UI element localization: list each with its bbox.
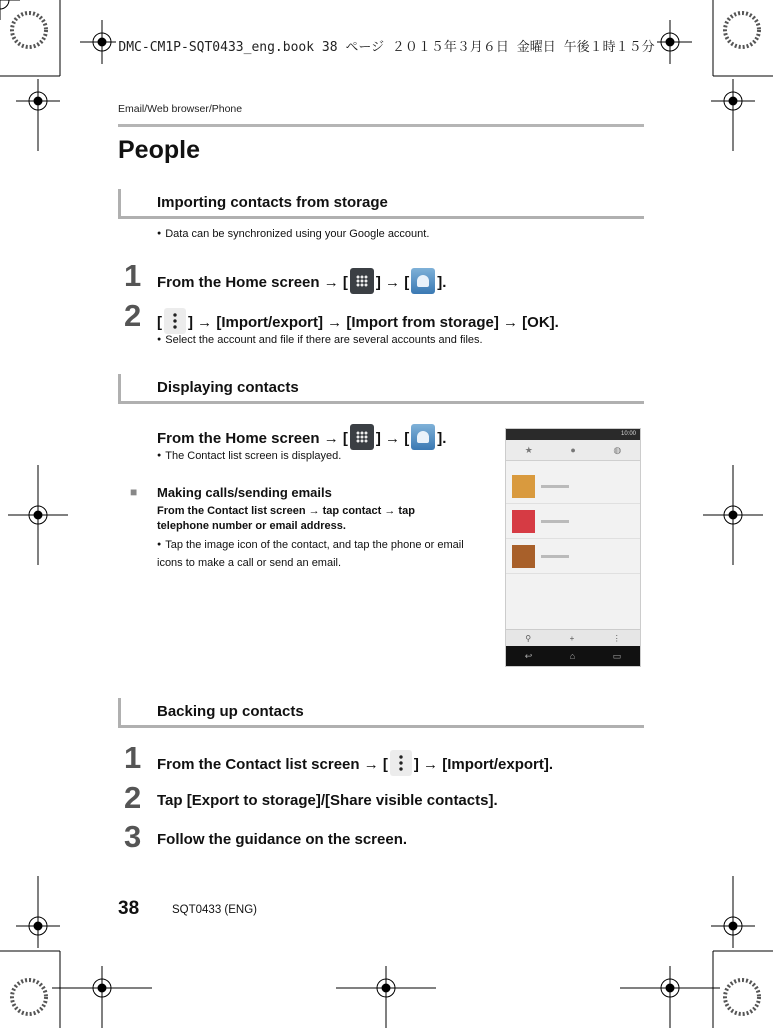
list-item bbox=[506, 504, 640, 539]
top-rule bbox=[118, 124, 644, 127]
backup-step-1: From the Contact list screen → [ ] → [Import/export]. bbox=[157, 752, 553, 778]
list-item bbox=[506, 539, 640, 574]
home-icon: ⌂ bbox=[569, 651, 576, 661]
people-app-icon bbox=[411, 268, 435, 294]
section-heading-display: Displaying contacts bbox=[118, 374, 644, 404]
step-number: 1 bbox=[124, 258, 142, 293]
import-step-2-note: ● Select the account and file if there are several accounts and files. bbox=[157, 334, 483, 346]
subheading-calls: Making calls/sending emails bbox=[157, 485, 332, 500]
page-title: People bbox=[118, 136, 200, 164]
backup-step-2: Tap [Export to storage]/[Share visible contacts]. bbox=[157, 792, 498, 809]
search-icon: ⚲ bbox=[525, 633, 532, 643]
overflow-menu-icon: ⋮ bbox=[612, 633, 621, 643]
favorites-tab-icon: ★ bbox=[524, 444, 533, 455]
square-marker: ■ bbox=[130, 485, 138, 499]
back-icon: ↩ bbox=[524, 650, 533, 661]
add-contact-icon: + bbox=[569, 633, 575, 643]
list-item bbox=[506, 469, 640, 504]
section-heading-backup: Backing up contacts bbox=[118, 698, 644, 728]
menu-icon bbox=[390, 750, 412, 776]
document-id: SQT0433 (ENG) bbox=[172, 904, 257, 916]
section-heading-import: Importing contacts from storage bbox=[118, 189, 644, 219]
status-bar: 10:00 bbox=[506, 429, 640, 440]
recent-apps-icon: ▭ bbox=[612, 650, 622, 661]
apps-icon bbox=[350, 424, 374, 450]
step-number: 1 bbox=[124, 740, 142, 775]
calls-note: ● Tap the image icon of the contact, and tap the phone or email icons to make a call or send an email. bbox=[157, 537, 477, 571]
contact-list-screenshot bbox=[505, 428, 641, 667]
step-number: 2 bbox=[124, 780, 142, 815]
display-step: From the Home screen → [ ] → [ ]. bbox=[157, 426, 446, 452]
print-header: DMC-CM1P-SQT0433_eng.book 38 ページ ２０１５年３月６日 金曜日 午後１時１５分 bbox=[118, 40, 655, 55]
nav-bar bbox=[506, 646, 640, 666]
backup-step-3: Follow the guidance on the screen. bbox=[157, 831, 408, 848]
step-number: 3 bbox=[124, 819, 142, 854]
contact-tabs bbox=[506, 440, 640, 461]
breadcrumb: Email/Web browser/Phone bbox=[118, 103, 243, 115]
import-step-2: [ ] → [Import/export] → [Import from storage] → [OK]. bbox=[157, 310, 559, 336]
import-step-1: From the Home screen → [ ] → [ ]. bbox=[157, 270, 446, 296]
groups-tab-icon: ◍ bbox=[613, 444, 622, 455]
people-app-icon bbox=[411, 424, 435, 450]
step-number: 2 bbox=[124, 298, 142, 333]
contacts-tab-icon: ● bbox=[570, 445, 576, 455]
menu-icon bbox=[164, 308, 186, 334]
display-note: ● The Contact list screen is displayed. bbox=[157, 450, 341, 462]
calls-path: From the Contact list screen → tap contact → tap telephone number or email address. bbox=[157, 505, 415, 532]
apps-icon bbox=[350, 268, 374, 294]
action-bar bbox=[506, 629, 640, 646]
page-number: 38 bbox=[118, 898, 140, 919]
import-note: ● Data can be synchronized using your Google account. bbox=[157, 228, 429, 240]
